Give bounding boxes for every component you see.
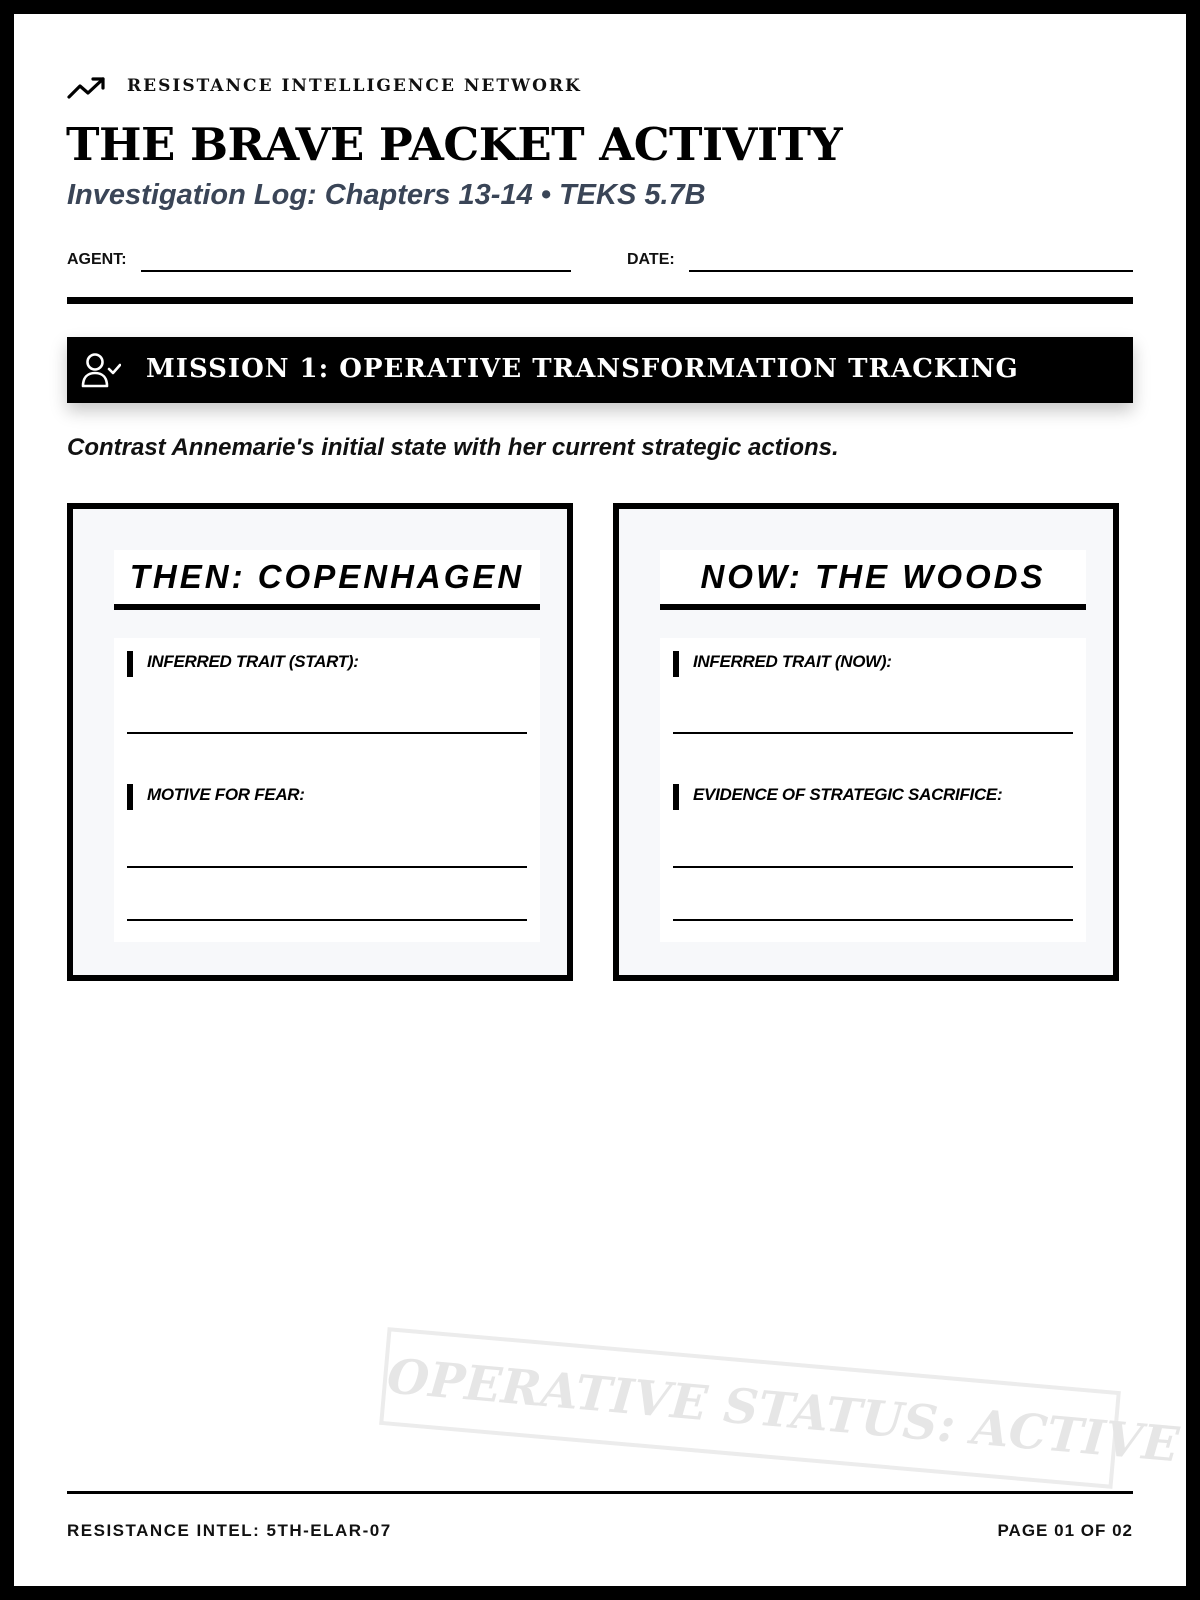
inferred-trait-start-label: INFERRED TRAIT (START):	[147, 652, 359, 671]
footer-divider	[67, 1491, 1133, 1494]
mission-banner	[67, 337, 1133, 403]
panel-then	[67, 503, 573, 981]
panel-heading-text: NOW: THE WOODS	[700, 558, 1046, 595]
panel-heading	[660, 550, 1086, 610]
date-label: DATE:	[627, 251, 675, 268]
panel-now	[613, 503, 1119, 981]
panel-heading	[114, 550, 540, 610]
panel-body	[660, 638, 1086, 942]
agent-label: AGENT:	[67, 251, 127, 268]
page-subtitle: Investigation Log: Chapters 13-14 • TEKS 5.7B	[67, 179, 706, 211]
motive-for-fear-label: MOTIVE FOR FEAR:	[147, 785, 305, 804]
strategic-sacrifice-label: EVIDENCE OF STRATEGIC SACRIFICE:	[693, 785, 1003, 804]
label-marker	[127, 784, 133, 810]
page-number: PAGE 01 OF 02	[997, 1521, 1133, 1540]
header-divider	[67, 297, 1133, 304]
footer-code: RESISTANCE INTEL: 5TH-ELAR-07	[67, 1521, 392, 1540]
panel-heading-text: THEN: COPENHAGEN	[129, 558, 525, 595]
label-marker	[673, 651, 679, 677]
mission-instruction: Contrast Annemarie's initial state with her current strategic actions.	[67, 434, 839, 461]
status-stamp-text: OPERATIVE STATUS: ACTIVE	[384, 1348, 1182, 1474]
page-title: THE BRAVE PACKET ACTIVITY	[66, 118, 843, 171]
strategic-sacrifice-answer-line-2[interactable]	[673, 919, 1073, 921]
trending-up-icon	[67, 73, 107, 101]
status-stamp	[379, 1327, 1182, 1489]
organization-name: RESISTANCE INTELLIGENCE NETWORK	[127, 76, 582, 96]
inferred-trait-start-answer-line[interactable]	[127, 732, 527, 734]
panel-body	[114, 638, 540, 942]
inferred-trait-now-answer-line[interactable]	[673, 732, 1073, 734]
user-check-icon	[81, 351, 121, 389]
date-field[interactable]	[689, 270, 1133, 272]
motive-for-fear-answer-line-2[interactable]	[127, 919, 527, 921]
label-marker	[127, 651, 133, 677]
strategic-sacrifice-answer-line[interactable]	[673, 866, 1073, 868]
worksheet-page	[14, 14, 1186, 1586]
motive-for-fear-answer-line[interactable]	[127, 866, 527, 868]
agent-field[interactable]	[141, 270, 571, 272]
label-marker	[673, 784, 679, 810]
inferred-trait-now-label: INFERRED TRAIT (NOW):	[693, 652, 892, 671]
mission-title: MISSION 1: OPERATIVE TRANSFORMATION TRACKING	[146, 354, 1019, 384]
